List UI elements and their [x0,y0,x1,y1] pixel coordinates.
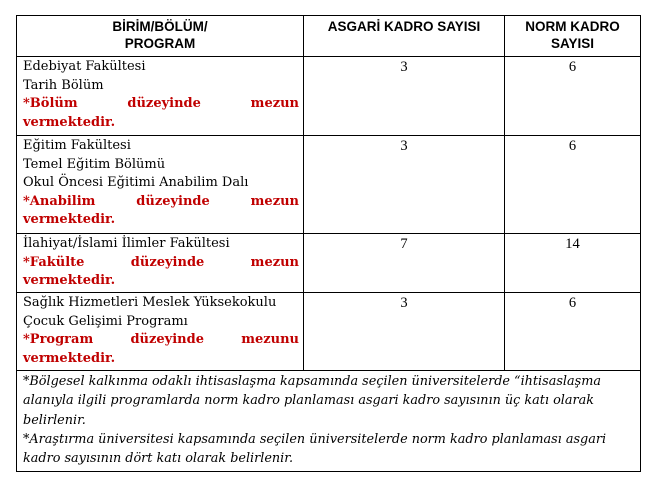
min-staff-value: 3 [304,293,505,371]
unit-line: Sağlık Hizmetleri Meslek Yüksekokulu [23,295,277,310]
unit-line: Edebiyat Fakültesi [23,59,146,74]
norm-staff-value: 6 [505,293,641,371]
table-row [17,293,641,371]
norm-staff-value: 14 [505,234,641,293]
min-staff-value: 7 [304,234,505,293]
footnote-research: *Araştırma üniversitesi kapsamında seçilen üniversitelerde norm kadro planlaması asgari kadro sayısının dört katı olarak belirlenir. [23,431,607,467]
header-row [17,16,641,57]
graduation-note: *Fakülte düzeyinde mezun vermektedir. [23,254,299,288]
unit-line: Eğitim Fakültesi [23,138,131,153]
unit-line: Okul Öncesi Eğitimi Anabilim Dalı [23,175,249,190]
unit-line: İlahiyat/İslami İlimler Fakültesi [23,236,230,251]
header-norm-staff: NORM KADRO SAYISI [505,16,641,57]
footnote-regional: *Bölgesel kalkınma odaklı ihtisaslaşma kapsamında seçilen üniversitelerde “ihtisaslaşma alanıyla ilgili programlarda norm kadro planlaması asgari kadro sayısının üç katı olarak belirlenir. [23,374,601,428]
footnote-cell [17,371,641,472]
unit-line: Çocuk Gelişimi Programı [23,313,188,329]
table-row [17,136,641,234]
unit-line: Tarih Bölüm [23,77,104,93]
header-unit: BİRİM/BÖLÜM/ PROGRAM [17,16,304,57]
table-row [17,57,641,136]
min-staff-value: 3 [304,136,505,234]
graduation-note: *Bölüm düzeyinde mezun vermektedir. [23,96,299,130]
norm-staff-value: 6 [505,136,641,234]
table-row [17,234,641,293]
graduation-note: *Program düzeyinde mezunu vermektedir. [23,332,299,366]
unit-line: Temel Eğitim Bölümü [23,156,166,172]
min-staff-value: 3 [304,57,505,136]
header-min-staff: ASGARİ KADRO SAYISI [304,16,505,57]
unit-cell [17,57,304,136]
unit-cell [17,234,304,293]
unit-cell [17,136,304,234]
footnote-row [17,371,641,472]
graduation-note: *Anabilim düzeyinde mezun vermektedir. [23,193,299,227]
norm-staff-value: 6 [505,57,641,136]
norm-kadro-table [16,15,641,472]
unit-cell [17,293,304,371]
